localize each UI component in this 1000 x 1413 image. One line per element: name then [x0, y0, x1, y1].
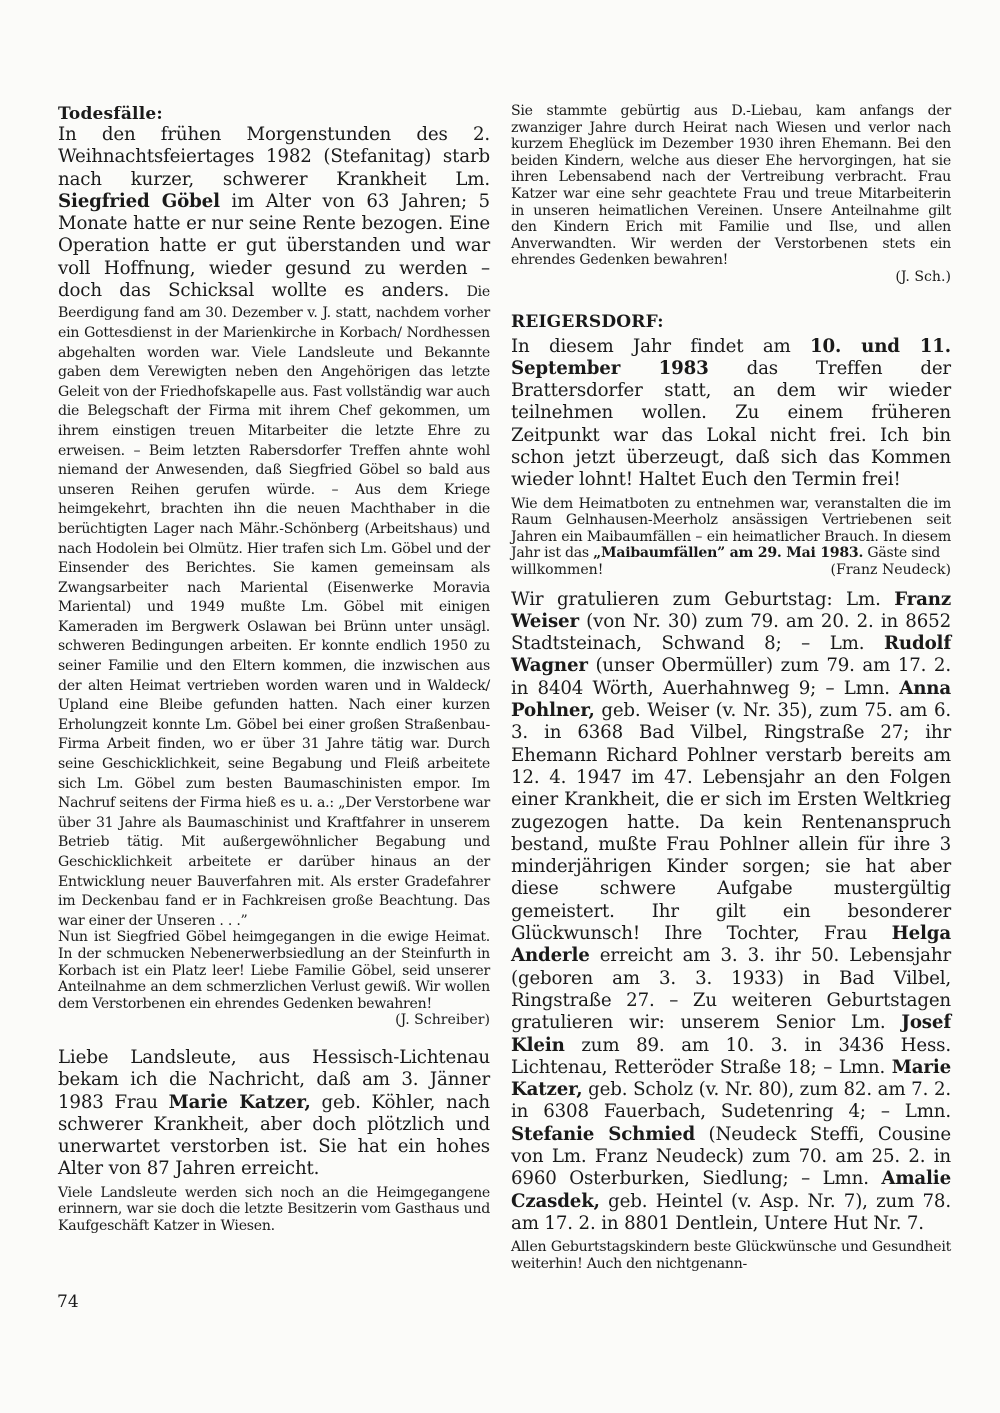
obituary-goebel-closing: Nun ist Siegfried Göbel heimgegangen in die ewige Heimat. In der schmucken Nebenerwerbsiedlung an der Steinfurth in Korbach ist ein Platz leer! Liebe Familie Göbel, seid unserer Anteilnahme an dem schmerzlichen Verlust gewiß. Wir wollen dem Verstorbenen ein ehrendes Gedenken bewahren! — [58, 929, 490, 1012]
birthday-closing: Allen Geburtstagskindern beste Glückwünsche und Gesundheit weiterhin! Auch den nichtgenann- — [511, 1239, 951, 1272]
obituary-katzer: Liebe Landsleute, aus Hessisch-Lichtenau bekam ich die Nachricht, daß am 3. Jänner 1983 Frau Marie Katzer, geb. Köhler, nach schwerer Krankheit, aber doch plötzlich und unerwartet verstorben ist. Sie hat ein hohes Alter von 87 Jahren erreicht. — [58, 1046, 490, 1180]
obituary-katzer-continued: Sie stammte gebürtig aus D.-Liebau, kam anfangs der zwanziger Jahre durch Heirat nach Wiesen und verlor nach kurzem Eheglück im Dezember 1930 ihren Ehemann. Bei den beiden Kindern, welche aus dieser Ehe hervorgingen, hat sie ihren Lebensabend nach der Vertreibung verbracht. Frau Katzer war eine sehr geachtete Frau und treue Mitarbeiterin in unseren heimatlichen Vereinen. Unsere Anteilnahme gilt den Kindern Erich mit Familie und Ilse, und allen Anverwandten. Wir werden der Verstorbenen stets ein ehrendes Gedenken bewahren! — [511, 103, 951, 269]
author-signature: (J. Sch.) — [895, 268, 951, 285]
meeting-announcement: In diesem Jahr findet am 10. und 11. September 1983 das Treffen der Brattersdorfer statt, an dem wir wieder teilnehmen wollen. Zu einem früheren Zeitpunkt war das Lokal nicht frei. Ich bin schon jetzt überzeugt, daß sich das Kommen wieder lohnt! Haltet Euch den Termin frei! — [511, 335, 951, 491]
author-signature: (Franz Neudeck) — [830, 561, 951, 578]
left-column — [58, 104, 490, 1235]
birthday-greetings: Wir gratulieren zum Geburtstag: Lm. Franz Weiser (von Nr. 30) zum 79. am 20. 2. in 8652 Stadtsteinach, Schwand 8; – Lm. Rudolf Wagner (unser Obermüller) zum 79. am 17. 2. in 8404 Wörth, Auerhahnweg 9; – Lmn. Anna Pohlner, geb. Weiser (v. Nr. 35), zum 75. am 6. 3. in 6368 Bad Vilbel, Ringstraße 27; ihr Ehemann Richard Pohlner verstarb bereits am 12. 4. 1947 im 47. Lebensjahr an den Folgen einer Krankheit, die er sich im Ersten Weltkrieg zugezogen hatte. Da kein Rentenanspruch bestand, mußte Frau Pohlner allein für ihre 3 minderjährigen Kinder sorgen; sie hat aber diese schwere Aufgabe mustergültig gemeistert. Ihr gilt ein besonderer Glückwunsch! Ihre Tochter, Frau Helga Anderle erreicht am 3. 3. ihr 50. Lebensjahr (geboren am 3. 3. 1933) in Bad Vilbel, Ringstraße 27. – Zu weiteren Geburtstagen gratulieren wir: unserem Senior Lm. Josef Klein zum 89. am 10. 3. in 3436 Hess. Lichtenau, Retteröder Straße 18; – Lmn. Marie Katzer, geb. Scholz (v. Nr. 80), zum 82. am 7. 2. in 6308 Fauerbach, Sudetenring 4; – Lmn. Stefanie Schmied (Neudeck Steffi, Cousine von Lm. Franz Neudeck) zum 70. am 25. 2. in 6960 Osterburken, Siedlung; – Lmn. Amalie Czasdek, geb. Heintel (v. Asp. Nr. 7), zum 78. am 17. 2. in 8801 Dentlein, Untere Hut Nr. 7. — [511, 588, 951, 1234]
maibaum-announcement: Wie dem Heimatboten zu entnehmen war, veranstalten die im Raum Gelnhausen-Meerholz ansässigen Vertriebenen seit Jahren ein Maibaumfällen – ein heimatlicher Brauch. In diesem Jahr ist das „Maibaumfällen” am 29. Mai 1983. Gäste sind — [511, 495, 951, 562]
obituary-goebel: In den frühen Morgenstunden des 2. Weihnachtsfeiertages 1982 (Stefanitag) starb nach kurzer, schwerer Krankheit Lm. Siegfried Göbel im Alter von 63 Jahren; 5 Monate hatte er nur seine Rente bezogen. Eine Operation hatte er gut überstanden und war voll Hoffnung, wieder gesund zu werden – doch das Schicksal wollte es anders. Die Beerdigung fand am 30. Dezember v. J. statt, nachdem vorher ein Gottesdienst in der Marienkirche in Korbach/ Nordhessen abgehalten worden war. Viele Landsleute und Bekannte gaben dem Verewigten neben den Angehörigen das letzte Geleit von der Friedhofskapelle aus. Fast vollständig war auch die Belegschaft der Firma mit ihrem Chef gekommen, um ihrem einstigen treuen Mitarbeiter die letzte Ehre zu erweisen. – Beim letzten Rabersdorfer Treffen ahnte wohl niemand der Anwesenden, daß Siegfried Göbel so bald aus unseren Reihen gerufen würde. – Aus dem Kriege heimgekehrt, brachten ihn die neuen Machthaber in die berüchtigten Lager nach Mähr.-Schönberg (Arbeitshaus) und nach Hodolein bei Olmütz. Hier trafen sich Lm. Göbel und der Einsender des Berichtes. Sie kamen gemeinsam als Zwangsarbeiter nach Mariental (Eisenwerke Moravia Mariental) und 1949 mußte Lm. Göbel mit einigen Kameraden im Bergwerk Oslawan bei Brünn unter unsägl. schweren Bedingungen arbeiten. Er konnte endlich 1950 zu seiner Familie und den Eltern kommen, die inzwischen aus der alten Heimat vertrieben worden waren und in Waldeck/ Upland eine Bleibe gefunden hatten. Nach einer kurzen Erholungzeit konnte Lm. Göbel bei einer großen Straßenbau-Firma Arbeit finden, wo er über 31 Jahre tätig war. Durch seine Geschicklichkeit, seine Begabung und Fleiß arbeitete sich Lm. Göbel zum besten Baumaschinisten empor. Im Nachruf seitens der Firma hieß es u. a.: „Der Verstorbene war über 31 Jahre als Baumaschinist und Kraftfahrer in unserem Betrieb tätig. Mit außergewöhnlicher Begabung und Geschicklichkeit arbeitete er darüber hinaus an der Entwicklung neuer Bauverfahren mit. Als erster Gradefahrer im Deckenbau fand er in Fachkreisen große Beachtung. Das war einer der Unseren . . .” — [58, 124, 490, 929]
obituary-katzer-detail: Viele Landsleute werden sich noch an die Heimgegangene erinnern, war sie doch die letzte Besitzerin vom Gasthaus und Kaufgeschäft Katzer in Wiesen. — [58, 1184, 490, 1234]
person-name: Marie Katzer, — [168, 1091, 311, 1113]
section-heading-todesfaelle: Todesfälle: — [58, 104, 163, 124]
page-number: 74 — [57, 1292, 79, 1312]
maibaum-signature-line: willkommen! (Franz Neudeck) — [511, 561, 951, 578]
section-heading-reigersdorf: REIGERSDORF: — [511, 311, 664, 332]
person-name: Siegfried Göbel — [58, 190, 220, 212]
right-column — [511, 103, 951, 1272]
author-signature: (J. Schreiber) — [395, 1012, 490, 1029]
